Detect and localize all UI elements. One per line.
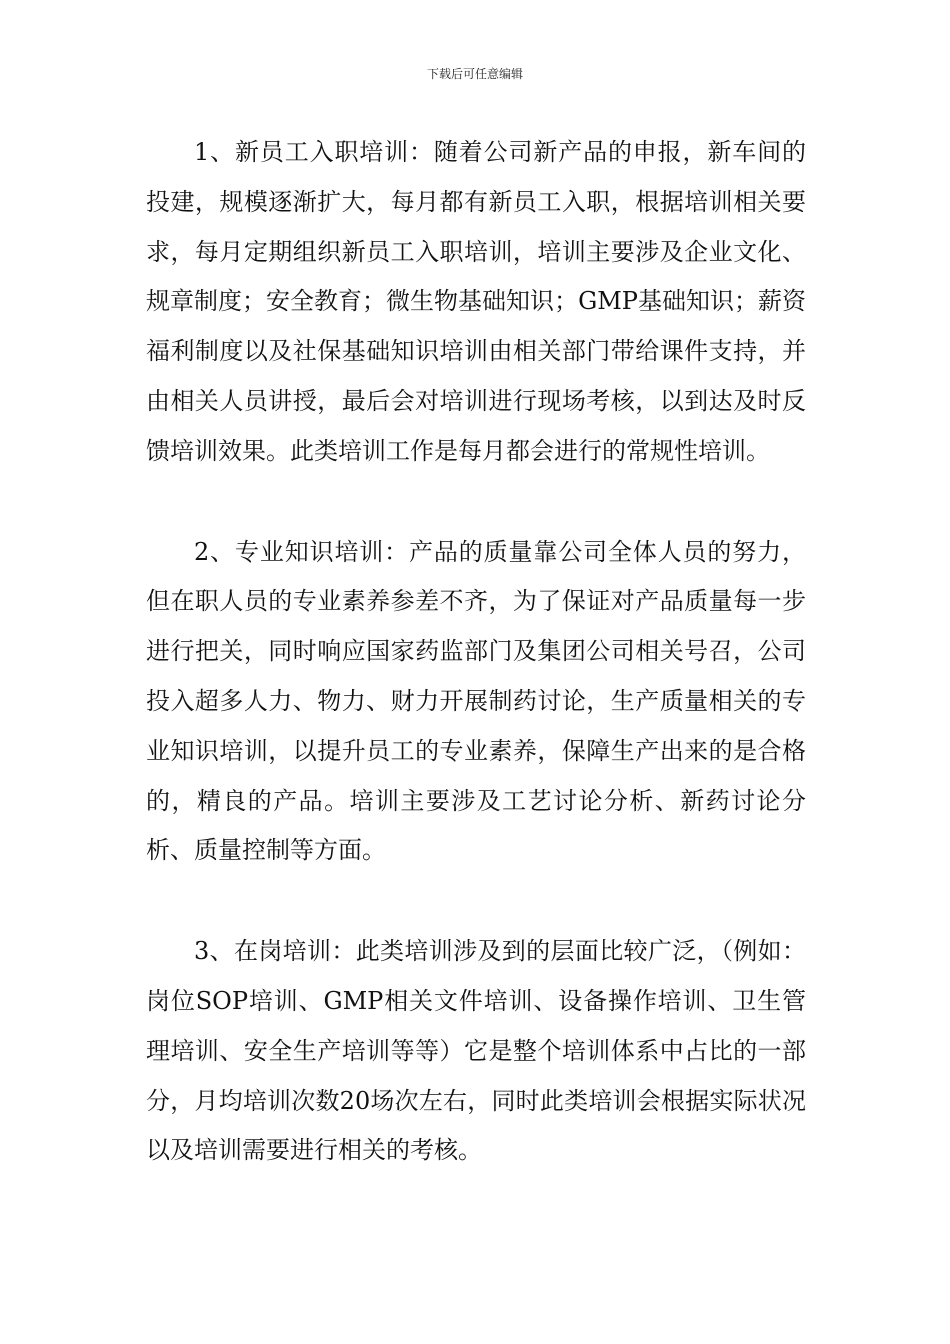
- paragraph-new-employee-training: 1、新员工入职培训：随着公司新产品的申报，新车间的投建，规模逐渐扩大，每月都有新员工入职，根据培训相关要求，每月定期组织新员工入职培训，培训主要涉及企业文化、规章制度；安全教育；微生物基础知识；GMP基础知识；薪资福利制度以及社保基础知识培训由相关部门带给课件支持，并由相关人员讲授，最后会对培训进行现场考核，以到达及时反馈培训效果。此类培训工作是每月都会进行的常规性培训。: [146, 138, 806, 465]
- paragraph-on-the-job-training: 3、在岗培训：此类培训涉及到的层面比较广泛，（例如：岗位SOP培训、GMP相关文件培训、设备操作培训、卫生管理培训、安全生产培训等等）它是整个培训体系中占比的一部分，月均培训次数20场次左右，同时此类培训会根据实际状况以及培训需要进行相关的考核。: [146, 937, 806, 1165]
- document-body: [146, 128, 806, 1176]
- page-header: 下载后可任意编辑: [426, 67, 523, 81]
- paragraph-professional-knowledge-training: 2、专业知识培训：产品的质量靠公司全体人员的努力，但在职人员的专业素养参差不齐，为了保证对产品质量每一步进行把关，同时响应国家药监部门及集团公司相关号召，公司投入超多人力、物力、财力开展制药讨论，生产质量相关的专业知识培训，以提升员工的专业素养，保障生产出来的是合格的，精良的产品。培训主要涉及工艺讨论分析、新药讨论分析、质量控制等方面。: [146, 537, 806, 865]
